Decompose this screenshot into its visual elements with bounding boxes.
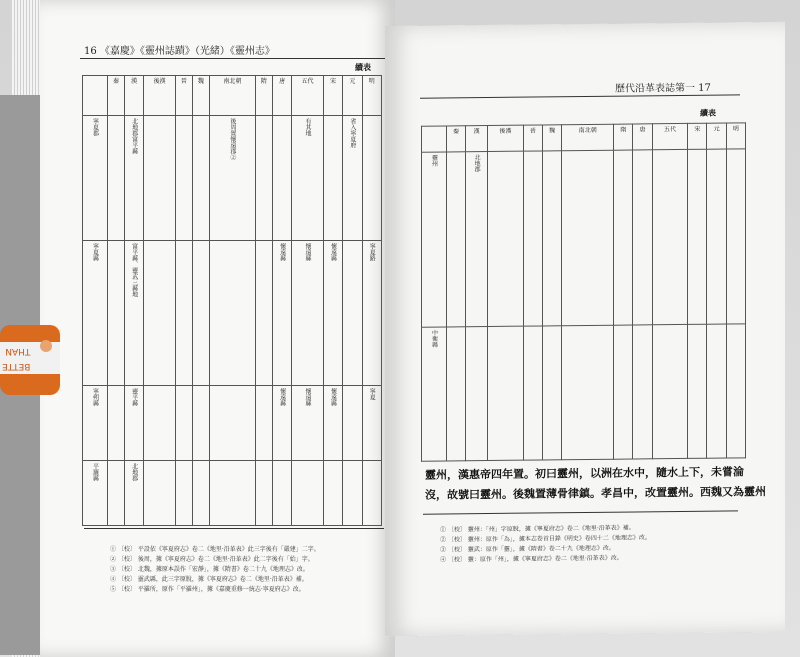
col-header: 隋	[255, 76, 272, 116]
left-notes	[110, 545, 320, 595]
table-cell: 懷遠縣	[323, 386, 342, 461]
corner-cell	[83, 76, 108, 116]
table-cell: 有其地	[292, 116, 324, 241]
right-page-header: 歷代沿革表誌第一 17	[615, 82, 711, 95]
table-cell: 寧夏路	[362, 241, 381, 386]
col-header: 元	[343, 76, 362, 116]
note-line: ② 〔校〕 後周，據《寧夏府志》卷二《地里·沿革表》此二字後有「始」字。	[110, 556, 314, 563]
left-history-table	[82, 75, 382, 526]
body-line: 靈州，漢惠帝四年置。初曰靈州，以洲在水中，隨水上下，未嘗淪	[425, 465, 744, 482]
col-header: 宋	[688, 123, 707, 149]
col-header: 後漢	[144, 76, 176, 116]
body-line: 沒，故號曰靈州。後魏置薄骨律鎮。孝昌中，改置靈州。西魏又為靈州	[425, 485, 766, 502]
table-cell: 北地郡	[124, 461, 143, 526]
col-header: 隋	[614, 124, 633, 150]
note-line: ① 〔校〕 靈州：「州」字原脫，據《寧夏府志》卷二《地里·沿革表》補。	[440, 524, 635, 534]
table-cell: 靈平縣	[124, 386, 143, 461]
right-page	[385, 22, 785, 636]
col-header: 元	[707, 123, 726, 149]
left-xubiao-label: 續表	[355, 62, 371, 72]
col-header: 秦	[108, 76, 125, 116]
note-line: ① 〔校〕 平設依《寧夏府志》卷二《地里·沿革表》此三字後有「嚴建」二字。	[110, 546, 320, 553]
table-cell: 寧夏	[362, 386, 381, 461]
note-line: ③ 〔校〕 北魏，據原本誤作「宏靜」，據《隋書》卷二十九《地理志》改。	[110, 566, 309, 573]
col-header: 五代	[652, 123, 688, 149]
col-header: 五代	[292, 76, 324, 116]
col-header: 南北朝	[209, 76, 255, 116]
header-rule	[80, 58, 390, 59]
row-label: 寧夏郡	[83, 116, 108, 241]
right-body-text	[425, 462, 766, 506]
col-header: 秦	[447, 126, 466, 152]
table-cell: 懷遠縣	[272, 386, 291, 461]
col-header: 魏	[192, 76, 209, 116]
col-header: 漢	[124, 76, 143, 116]
header-rule	[420, 94, 740, 98]
table-cell: 省入寧夏府	[343, 116, 362, 241]
left-page	[40, 0, 395, 657]
table-cell: 北地郡富平縣	[124, 116, 143, 241]
right-xubiao-label: 續表	[700, 107, 716, 118]
row-label: 靈州	[422, 152, 447, 327]
row-label: 中衛縣	[422, 327, 447, 461]
row-label: 寧朔縣	[83, 386, 108, 461]
table-cell: 懷遠縣	[323, 241, 342, 386]
col-header: 唐	[633, 124, 652, 150]
bookmark-rivet	[40, 340, 52, 352]
col-header: 南北朝	[562, 124, 614, 151]
col-header: 晉	[175, 76, 192, 116]
note-line: ② 〔校〕 靈州：原作「為」，據本志卷首目錄《明史》卷四十二《地理志》改。	[440, 534, 651, 544]
note-line: ④ 〔校〕 靈：原作「州」，據《寧夏府志》卷二《地里·沿革表》改。	[440, 554, 623, 564]
col-header: 宋	[323, 76, 342, 116]
col-header: 唐	[272, 76, 291, 116]
table-cell: 後周置懷遠郡②	[209, 116, 255, 241]
notes-rule	[423, 510, 738, 514]
col-header: 魏	[542, 125, 561, 151]
table-cell: 懷遠縣	[272, 241, 291, 386]
notes-rule	[84, 528, 384, 529]
col-header: 漢	[466, 126, 488, 152]
note-line: ③ 〔校〕 靈武：原作「靈」，據《隋書》卷二十九《地理志》改。	[440, 544, 615, 554]
row-label: 平羅縣	[83, 461, 108, 526]
table-cell: 富平縣、靈武三縣地	[124, 241, 143, 386]
table-cell: 懷遠縣	[292, 386, 324, 461]
col-header: 後漢	[488, 125, 524, 151]
row-label: 寧夏縣	[83, 241, 108, 386]
col-header: 明	[726, 123, 745, 149]
corner-cell	[422, 126, 447, 152]
right-history-table	[421, 122, 746, 461]
note-line: ④ 〔校〕 靈武縣，此三字原脫，據《寧夏府志》卷二《地里·沿革表》補。	[110, 576, 308, 583]
note-line: ⑤ 〔校〕 平羅所，原作「平羅州」，據《嘉慶重修一統志·寧夏府志》改。	[110, 586, 305, 593]
bookmark-text: BETTE THAN	[2, 346, 31, 371]
col-header: 晉	[523, 125, 542, 151]
right-notes	[440, 523, 651, 565]
table-cell: 北地郡	[466, 152, 488, 327]
left-page-header: 16 《嘉慶》《靈州誌蹟》（光緒）《靈州志》	[84, 46, 275, 57]
table-cell: 懷遠縣	[292, 241, 324, 386]
col-header: 明	[362, 76, 381, 116]
